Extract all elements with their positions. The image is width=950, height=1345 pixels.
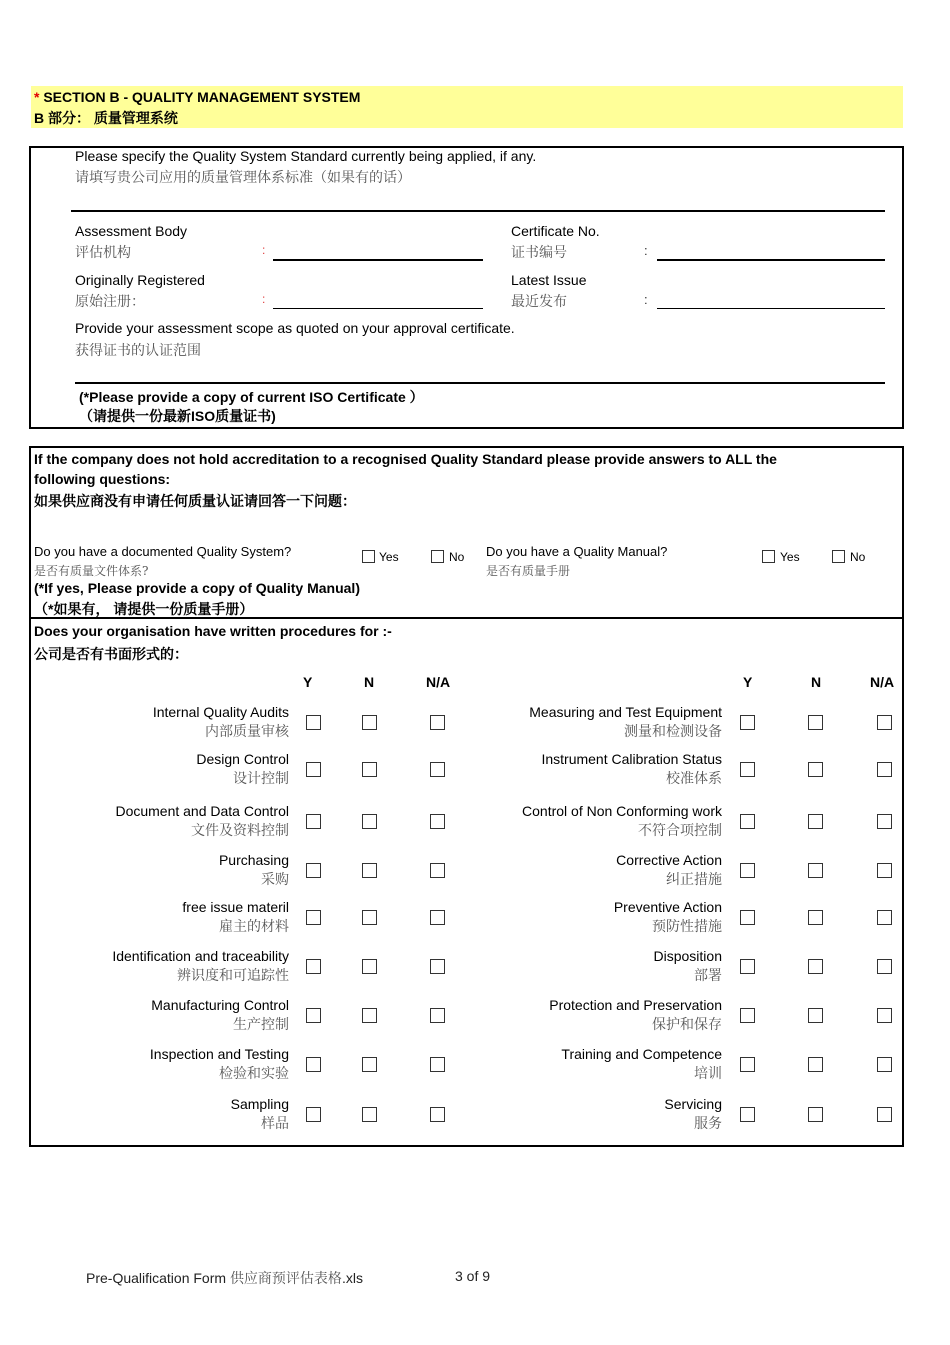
quality-manual-no-checkbox[interactable] <box>832 550 845 563</box>
procedure-checkbox-n[interactable] <box>808 814 823 829</box>
procedure-label-en: Internal Quality Audits <box>152 704 289 720</box>
standard-prompt: Please specify the Quality System Standard currently being applied, if any. <box>75 148 537 164</box>
procedure-checkbox-y[interactable] <box>740 715 755 730</box>
question-quality-manual-zh: 是否有质量手册 <box>486 564 571 578</box>
procedure-checkbox-na[interactable] <box>430 863 445 878</box>
procedure-checkbox-y[interactable] <box>740 1107 755 1122</box>
procedure-checkbox-y[interactable] <box>306 1057 321 1072</box>
procedure-checkbox-n[interactable] <box>362 910 377 925</box>
procedure-checkbox-y[interactable] <box>740 910 755 925</box>
procedure-label-en: Training and Competence <box>561 1046 722 1062</box>
procedure-label <box>616 852 722 889</box>
procedure-checkbox-n[interactable] <box>362 1057 377 1072</box>
procedure-label <box>561 1046 722 1083</box>
procedure-checkbox-y[interactable] <box>306 910 321 925</box>
column-header-y: Y <box>303 674 313 690</box>
procedure-label-zh: 预防性措施 <box>652 919 722 935</box>
procedure-checkbox-n[interactable] <box>362 863 377 878</box>
procedure-label-zh: 样品 <box>261 1116 289 1132</box>
procedure-label <box>654 948 722 985</box>
procedure-checkbox-n[interactable] <box>808 1107 823 1122</box>
section-title-zh: B 部分： 质量管理系统 <box>34 110 178 126</box>
procedure-checkbox-y[interactable] <box>306 814 321 829</box>
procedure-label-zh: 雇主的材料 <box>219 919 289 935</box>
procedure-label <box>196 751 289 788</box>
originally-registered-label: Originally Registered <box>75 272 205 288</box>
colon: : <box>644 243 648 258</box>
procedure-label-zh: 生产控制 <box>233 1017 289 1033</box>
quality-manual-note: (*If yes, Please provide a copy of Quality Manual) <box>34 580 360 596</box>
assessment-body-field[interactable] <box>273 259 483 261</box>
procedure-label-zh: 设计控制 <box>233 771 289 787</box>
colon: : <box>262 292 266 306</box>
procedure-label-en: Protection and Preservation <box>549 997 722 1013</box>
no-label: No <box>850 550 866 564</box>
scope-input-line[interactable] <box>75 382 885 384</box>
procedure-label-zh: 纠正措施 <box>666 872 722 888</box>
procedure-checkbox-y[interactable] <box>306 959 321 974</box>
procedures-title-zh: 公司是否有书面形式的： <box>34 646 188 662</box>
column-header-na: N/A <box>870 674 895 690</box>
question-quality-system-zh: 是否有质量文件体系? <box>34 564 149 578</box>
procedure-label-en: Control of Non Conforming work <box>522 803 722 819</box>
procedure-checkbox-n[interactable] <box>808 959 823 974</box>
procedure-checkbox-na[interactable] <box>877 910 892 925</box>
procedure-label <box>541 751 722 788</box>
procedure-checkbox-na[interactable] <box>430 1057 445 1072</box>
procedure-checkbox-na[interactable] <box>430 1008 445 1023</box>
procedure-checkbox-n[interactable] <box>808 910 823 925</box>
procedure-label-en: Manufacturing Control <box>151 997 289 1013</box>
procedure-checkbox-na[interactable] <box>877 863 892 878</box>
procedure-label-en: Servicing <box>664 1096 722 1112</box>
procedure-checkbox-na[interactable] <box>430 762 445 777</box>
procedure-checkbox-y[interactable] <box>306 715 321 730</box>
procedure-checkbox-na[interactable] <box>430 910 445 925</box>
procedure-checkbox-na[interactable] <box>877 814 892 829</box>
procedures-title: Does your organisation have written procedures for :- <box>34 623 392 639</box>
procedure-checkbox-na[interactable] <box>430 715 445 730</box>
procedure-label-zh: 培训 <box>694 1066 722 1082</box>
originally-registered-label-zh: 原始注册： <box>75 294 145 310</box>
procedure-label <box>522 803 722 840</box>
question-quality-manual: Do you have a Quality Manual? <box>486 544 668 559</box>
procedure-label <box>664 1096 722 1133</box>
iso-certificate-note: (*Please provide a copy of current ISO Certificate ） <box>79 389 424 405</box>
scope-prompt-zh: 获得证书的认证范围 <box>75 343 201 359</box>
procedure-label-en: Corrective Action <box>616 852 722 868</box>
certificate-no-label: Certificate No. <box>511 223 600 239</box>
procedure-label-zh: 测量和检测设备 <box>624 724 722 740</box>
procedure-label-en: Identification and traceability <box>112 948 289 964</box>
procedure-label <box>529 704 722 741</box>
standard-prompt-zh: 请填写贵公司应用的质量管理体系标准（如果有的话） <box>75 170 411 186</box>
procedure-label <box>151 997 289 1034</box>
yes-label: Yes <box>780 550 800 564</box>
procedure-label-en: Document and Data Control <box>115 803 289 819</box>
assessment-body-label-zh: 评估机构 <box>75 245 131 261</box>
section-title: * SECTION B - QUALITY MANAGEMENT SYSTEM <box>34 89 361 105</box>
standard-input-line[interactable] <box>71 210 885 212</box>
procedure-label-zh: 不符合项控制 <box>638 823 722 839</box>
procedure-label-zh: 辨识度和可追踪性 <box>177 968 289 984</box>
instruction-zh: 如果供应商没有申请任何质量认证请回答一下问题： <box>34 493 356 509</box>
procedure-label-en: Design Control <box>196 751 289 767</box>
procedure-checkbox-n[interactable] <box>808 1057 823 1072</box>
iso-certificate-note-zh: （请提供一份最新ISO质量证书) <box>79 408 276 424</box>
procedure-label <box>115 803 289 840</box>
quality-manual-note-zh: （*如果有， 请提供一份质量手册） <box>34 601 254 617</box>
procedure-checkbox-n[interactable] <box>362 814 377 829</box>
required-asterisk: * <box>34 89 40 105</box>
procedure-checkbox-na[interactable] <box>877 1107 892 1122</box>
procedure-checkbox-n[interactable] <box>362 1008 377 1023</box>
procedure-checkbox-na[interactable] <box>877 1057 892 1072</box>
procedure-checkbox-n[interactable] <box>362 1107 377 1122</box>
yes-label: Yes <box>379 550 399 564</box>
procedure-checkbox-n[interactable] <box>808 863 823 878</box>
procedure-label <box>112 948 289 985</box>
no-label: No <box>449 550 465 564</box>
column-header-y: Y <box>743 674 753 690</box>
latest-issue-label: Latest Issue <box>511 272 587 288</box>
procedure-checkbox-n[interactable] <box>362 715 377 730</box>
procedure-label-zh: 校准体系 <box>666 771 722 787</box>
procedure-label <box>150 1046 289 1083</box>
procedure-label-en: Instrument Calibration Status <box>541 751 722 767</box>
procedure-checkbox-y[interactable] <box>740 762 755 777</box>
procedure-checkbox-n[interactable] <box>362 959 377 974</box>
procedure-checkbox-na[interactable] <box>877 1008 892 1023</box>
procedure-checkbox-y[interactable] <box>740 1008 755 1023</box>
quality-manual-yes-checkbox[interactable] <box>762 550 775 563</box>
procedure-label-en: free issue materil <box>182 899 289 915</box>
procedure-checkbox-y[interactable] <box>306 1008 321 1023</box>
colon: : <box>262 243 266 257</box>
instruction-line-2: following questions: <box>34 471 171 487</box>
originally-registered-field[interactable] <box>273 308 483 309</box>
procedure-label-zh: 服务 <box>694 1116 722 1132</box>
procedure-label <box>182 899 289 936</box>
certificate-no-label-zh: 证书编号 <box>511 245 567 261</box>
procedure-label-en: Inspection and Testing <box>149 1046 289 1062</box>
procedure-checkbox-y[interactable] <box>306 1107 321 1122</box>
page-number: 3 of 9 <box>455 1268 491 1284</box>
procedure-label <box>153 704 289 741</box>
column-header-n: N <box>811 674 822 690</box>
procedure-checkbox-n[interactable] <box>808 1008 823 1023</box>
quality-system-no-checkbox[interactable] <box>431 550 444 563</box>
procedure-label-zh: 内部质量审核 <box>205 724 289 740</box>
procedure-label-en: Purchasing <box>218 852 289 868</box>
procedure-checkbox-n[interactable] <box>808 715 823 730</box>
procedure-label-en: Sampling <box>230 1096 289 1112</box>
procedure-checkbox-y[interactable] <box>740 1057 755 1072</box>
question-quality-system: Do you have a documented Quality System? <box>34 544 292 559</box>
certificate-no-field[interactable] <box>657 259 885 261</box>
footer-filename: Pre-Qualification Form 供应商预评估表格.xls <box>86 1270 363 1287</box>
procedure-label-zh: 部署 <box>694 968 722 984</box>
scope-prompt: Provide your assessment scope as quoted on your approval certificate. <box>75 320 515 336</box>
procedure-label-zh: 采购 <box>261 872 289 888</box>
procedure-checkbox-y[interactable] <box>740 814 755 829</box>
procedure-checkbox-y[interactable] <box>306 762 321 777</box>
colon: : <box>644 292 648 307</box>
procedure-label-en: Disposition <box>653 948 722 964</box>
column-header-na: N/A <box>426 674 451 690</box>
procedure-checkbox-na[interactable] <box>877 959 892 974</box>
column-header-n: N <box>364 674 375 690</box>
procedure-checkbox-n[interactable] <box>362 762 377 777</box>
procedure-label <box>614 899 722 936</box>
procedure-label-zh: 保护和保存 <box>652 1017 722 1033</box>
latest-issue-label-zh: 最近发布 <box>511 294 567 310</box>
procedure-checkbox-na[interactable] <box>430 814 445 829</box>
instruction-line-1: If the company does not hold accreditation to a recognised Quality Standard please provide answers to ALL the <box>34 451 777 467</box>
quality-system-yes-checkbox[interactable] <box>362 550 375 563</box>
procedure-checkbox-na[interactable] <box>430 959 445 974</box>
procedure-label <box>549 997 722 1034</box>
procedure-label <box>231 1096 289 1133</box>
assessment-body-label: Assessment Body <box>75 223 188 239</box>
procedure-label-zh: 检验和实验 <box>219 1066 289 1082</box>
procedure-label-zh: 文件及资料控制 <box>191 823 289 839</box>
procedure-checkbox-y[interactable] <box>740 959 755 974</box>
procedure-label-en: Preventive Action <box>613 899 722 915</box>
procedure-checkbox-y[interactable] <box>306 863 321 878</box>
procedure-checkbox-n[interactable] <box>808 762 823 777</box>
procedure-label-en: Measuring and Test Equipment <box>529 704 722 720</box>
procedure-checkbox-na[interactable] <box>877 762 892 777</box>
procedure-checkbox-na[interactable] <box>430 1107 445 1122</box>
procedure-label <box>219 852 289 889</box>
latest-issue-field[interactable] <box>657 308 885 309</box>
procedure-checkbox-na[interactable] <box>877 715 892 730</box>
procedure-checkbox-y[interactable] <box>740 863 755 878</box>
